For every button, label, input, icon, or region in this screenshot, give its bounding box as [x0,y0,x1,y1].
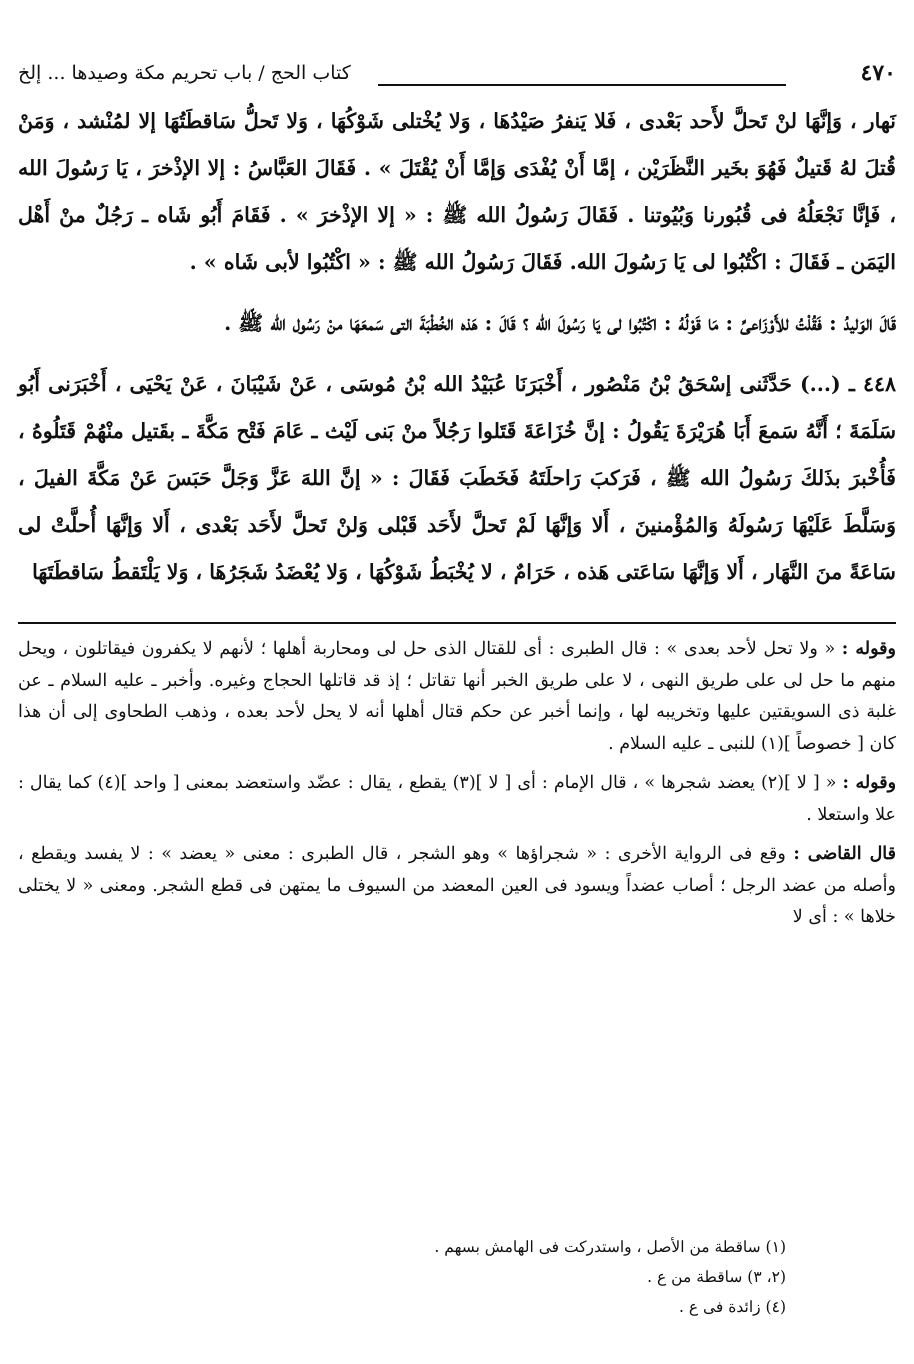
commentary-lead: وقوله : [842,773,897,793]
commentary-paragraph [18,839,896,934]
hadith-paragraph: نَهار ، وَإنَّهَا لنْ تَحلَّ لأَحد بَعْدى ، فَلا يَنفرُ صَيْدُهَا ، وَلا يُخْتلى شَوْكُهَا ، وَلا تَحلُّ سَاقطَتُهَا إلا لمُنْشد ، وَمَنْ قُتلَ لهُ قَتيلٌ فَهُوَ بخَير النَّظَرَيْن ، إمَّا أَنْ يُفْدَى وَإمَّا أَنْ يُقْتَلَ » . فَقَالَ العَبَّاسُ : إلا الإذْخرَ ، يَا رَسُولَ الله ، فَإنَّا نَجْعَلُهُ فى قُبُورنا وَبُيُوتنا . فَقَالَ رَسُولُ الله ﷺ : « إلا الإذْخرَ » . فَقَامَ أَبُو شَاه ـ رَجُلٌ منْ أَهْل اليَمَن ـ فَقَالَ : اكْتُبُوا لى يَا رَسُولَ الله. فَقَالَ رَسُولُ الله ﷺ : « اكْتُبُوا لأبى شَاه » . [18,109,896,274]
page-number: ٤٧٠ [860,60,896,86]
hadith-paragraph: ٤٤٨ ـ (...) حَدَّثَنى إسْحَقُ بْنُ مَنْصُور ، أَخْبَرَنَا عُبَيْدُ الله بْنُ مُوسَى ، عَنْ شَيْبَانَ ، عَنْ يَحْيَى ، أَخْبَرَنى أَبُو سَلَمَةَ ؛ أَنَّهُ سَمعَ أَبَا هُرَيْرَةَ يَقُولُ : إنَّ خُزَاعَةَ قَتَلوا رَجُلاً منْ بَنى لَيْث ـ عَامَ فَتْح مَكَّةَ ـ بقَتيل منْهُمْ قَتَلُوهُ ، فَأُخْبرَ بذَلكَ رَسُولُ الله ﷺ ، فَرَكبَ رَاحلَتَهُ فَخَطَبَ فَقَالَ : « إنَّ اللهَ عَزَّ وَجَلَّ حَبَسَ عَنْ مَكَّةَ الفيلَ ، وَسَلَّطَ عَلَيْهَا رَسُولَهُ وَالمُؤْمنينَ ، أَلا وَإنَّهَا لَمْ تَحلَّ لأَحَد قَبْلى وَلنْ تَحلَّ لأَحَد بَعْدى ، أَلا وَإنَّهَا أُحلَّتْ لى سَاعَةً منَ النَّهَار ، أَلا وَإنَّهَا سَاعَتى هَذه ، حَرَامٌ ، لا يُخْبَطُ شَوْكُهَا ، وَلا يُعْضَدُ شَجَرُهَا ، وَلا يَلْتَقطُ سَاقطَتَهَا [18,372,896,584]
commentary-separator [18,622,896,624]
running-title: كتاب الحج / باب تحريم مكة وصيدها ... إلخ [18,62,351,84]
paragraph-gap [18,760,896,768]
hadith-text [18,98,896,596]
commentary-paragraph [18,634,896,760]
commentary-text: « ولا تحل لأحد بعدى » : قال الطبرى : أى للقتال الذى حل لى ومحاربة أهلها ؛ لأنهم لا يكفرون فيقاتلون ، ويحل منهم ما حل لى على طريق النهى ، لا على طريق الخبر أنها تقاتل ؛ إذ قد قاتلها الحجاج وغيره. وأخبر ـ عليه السلام ـ عن غلبة ذى السويقتين عليها وتخريبه لها ، وإنما أخبر عن حكم قتال أهلها أنه لا يحل لأحد بعده ، وذهب الطحاوى إلى أن هذا كان [ خصوصاً ](١) للنبى ـ عليه السلام . [18,639,896,754]
commentary-lead: وقوله : [841,639,896,659]
header-rule [378,84,786,86]
commentary-lead: قال القاضى : [793,844,897,864]
paragraph-gap [18,347,896,361]
commentary-paragraph [18,768,896,831]
page-header [18,60,896,98]
footnote: (٢، ٣) ساقطة من ع . [647,1268,786,1286]
commentary [18,634,896,934]
paragraph-gap [18,286,896,300]
commentary-text: « [ لا ](٢) يعضد شجرها » ، قال الإمام : أى [ لا ](٣) يقطع ، يقال : عضّد واستعضد بمعنى [ واحد ](٤) كما يقال : علا واستعلا . [18,773,896,825]
book-page [18,60,896,934]
footnote: (٤) زائدة فى ع . [678,1298,786,1316]
footnotes [18,1232,896,1322]
commentary-text: وقع فى الرواية الأخرى : « شجراؤها » وهو الشجر ، قال الطبرى : معنى « يعضد » : لا يفسد ويقطع ، وأصله من عضد الرجل ؛ أصاب عضداً ويسود فى العين المعضد من السيوف ما يمتهن فى قطع الشجر. ومعنى « لا يختلى خلاها » : أى لا [18,844,896,927]
paragraph-gap [18,831,896,839]
hadith-paragraph: قَالَ الوَليدُ : فَقُلْتُ للأَوْزَاعىِّ : مَا قَوْلُهُ : اكْتُبُوا لى يَا رَسُولَ الله ؟ قَالَ : هَذه الخُطْبَةَ التى سَمعَهَا منْ رَسُول الله ﷺ . [224,311,896,335]
footnote: (١) ساقطة من الأصل ، واستدركت فى الهامش بسهم . [434,1238,786,1256]
